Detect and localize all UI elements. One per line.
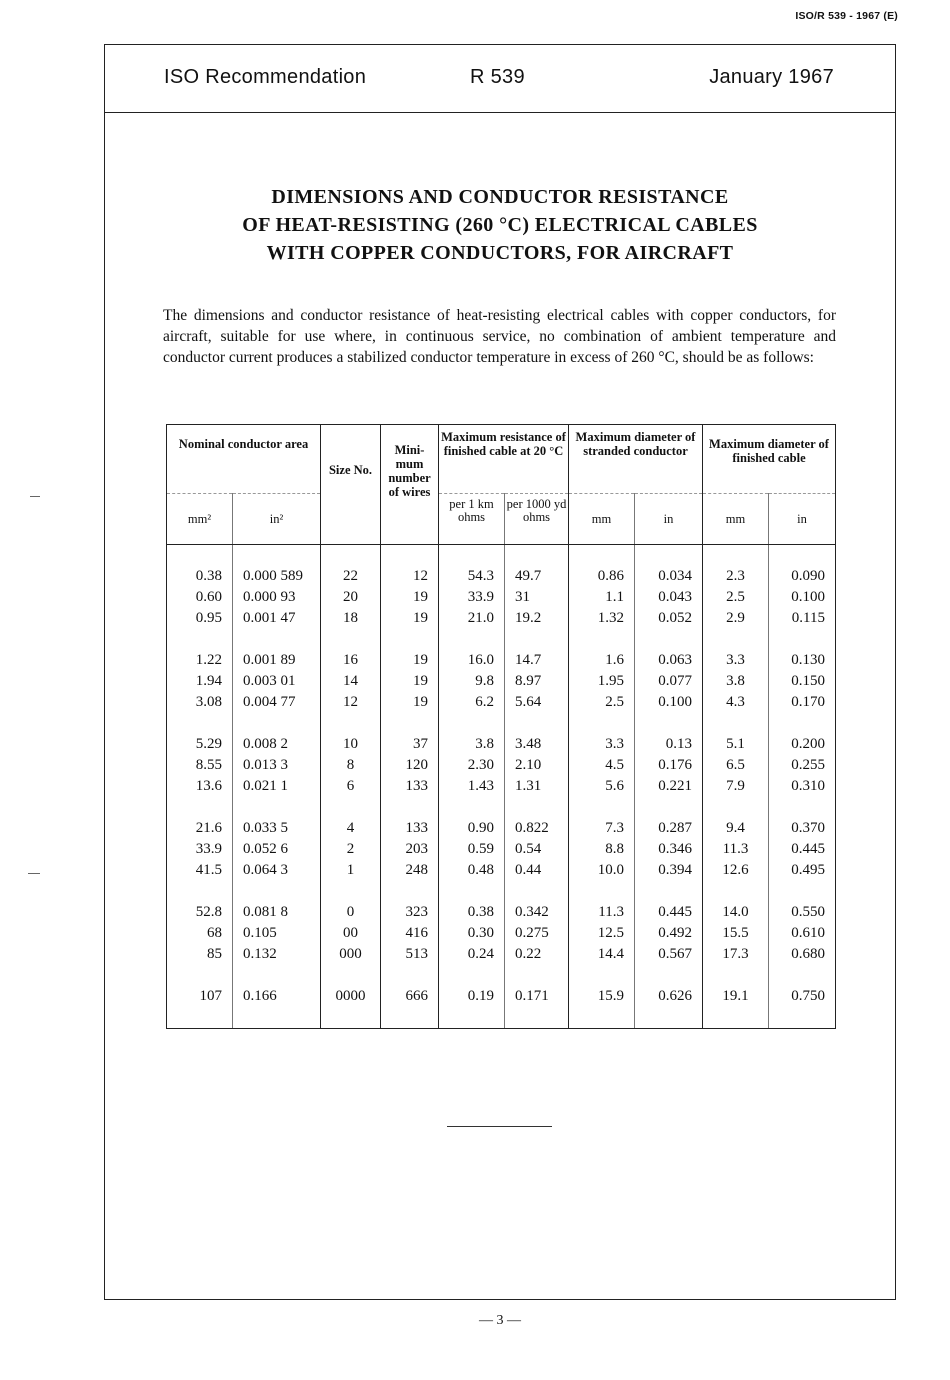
cell-per-km: 21.0 — [439, 608, 505, 629]
cell-mm2: 1.22 — [167, 650, 233, 671]
document-title — [104, 183, 896, 267]
cell-in2: 0.001 89 — [233, 650, 321, 671]
spacer-cell — [233, 797, 321, 818]
cell-mm2: 85 — [167, 944, 233, 965]
cell-finished-mm: 5.1 — [703, 734, 769, 755]
cell-size-no: 6 — [321, 776, 381, 797]
cell-in2: 0.000 589 — [233, 566, 321, 587]
cell-per-1000yd: 0.171 — [505, 986, 569, 1007]
spacer-cell — [233, 713, 321, 734]
spacer-cell — [321, 713, 381, 734]
document-reference: ISO/R 539 - 1967 (E) — [795, 10, 898, 22]
cell-finished-in: 0.370 — [769, 818, 836, 839]
cell-dia-mm: 5.6 — [569, 776, 635, 797]
cell-in2: 0.105 — [233, 923, 321, 944]
header-max-resistance: Maximum resistance of finished cable at 20 °C — [439, 425, 569, 494]
cell-in2: 0.013 3 — [233, 755, 321, 776]
spacer-cell — [635, 1007, 703, 1029]
spacer-cell — [381, 965, 439, 986]
cell-finished-mm: 2.9 — [703, 608, 769, 629]
spacer-cell — [321, 965, 381, 986]
cell-size-no: 000 — [321, 944, 381, 965]
cell-per-km: 0.59 — [439, 839, 505, 860]
spacer-cell — [505, 881, 569, 902]
spacer-cell — [321, 545, 381, 567]
cell-dia-mm: 0.86 — [569, 566, 635, 587]
cell-dia-in: 0.034 — [635, 566, 703, 587]
cell-finished-mm: 2.5 — [703, 587, 769, 608]
table-row — [167, 986, 836, 1007]
spacer-cell — [769, 881, 836, 902]
cell-in2: 0.004 77 — [233, 692, 321, 713]
header-date: January 1967 — [709, 66, 834, 88]
table-row — [167, 650, 836, 671]
spacer-cell — [635, 797, 703, 818]
spacer-cell — [167, 713, 233, 734]
cell-per-km: 0.19 — [439, 986, 505, 1007]
cell-per-km: 0.30 — [439, 923, 505, 944]
spacer-cell — [703, 545, 769, 567]
cell-dia-mm: 2.5 — [569, 692, 635, 713]
cell-dia-mm: 8.8 — [569, 839, 635, 860]
cell-per-1000yd: 5.64 — [505, 692, 569, 713]
cell-finished-in: 0.200 — [769, 734, 836, 755]
spacer-cell — [769, 1007, 836, 1029]
cell-dia-mm: 1.6 — [569, 650, 635, 671]
cell-finished-in: 0.680 — [769, 944, 836, 965]
spacer-cell — [505, 965, 569, 986]
cell-finished-mm: 4.3 — [703, 692, 769, 713]
subheader-mm-finished: mm — [703, 494, 769, 545]
cell-finished-mm: 11.3 — [703, 839, 769, 860]
table-row — [167, 734, 836, 755]
cell-mm2: 52.8 — [167, 902, 233, 923]
cell-in2: 0.003 01 — [233, 671, 321, 692]
spacer-cell — [321, 1007, 381, 1029]
spacer-cell — [635, 629, 703, 650]
cell-per-km: 0.38 — [439, 902, 505, 923]
spacer-cell — [381, 713, 439, 734]
spacer-cell — [569, 1007, 635, 1029]
cell-min-wires: 203 — [381, 839, 439, 860]
cell-mm2: 0.95 — [167, 608, 233, 629]
cell-min-wires: 513 — [381, 944, 439, 965]
table-row — [167, 776, 836, 797]
cell-finished-in: 0.750 — [769, 986, 836, 1007]
cell-finished-in: 0.090 — [769, 566, 836, 587]
cell-dia-in: 0.13 — [635, 734, 703, 755]
spacer-cell — [703, 797, 769, 818]
subheader-mm2: mm² — [167, 494, 233, 545]
row-spacer — [167, 629, 836, 650]
cell-finished-in: 0.310 — [769, 776, 836, 797]
intro-paragraph: The dimensions and conductor resistance of heat-resisting electrical cables with copper conductors, for aircraft, suitable for use where, in continuous service, no combination of ambient temperature and conductor current produces a stabilized conductor temperature in excess of 260 °C, should be as follows: — [163, 307, 836, 366]
cell-size-no: 18 — [321, 608, 381, 629]
spacer-cell — [703, 629, 769, 650]
cell-finished-in: 0.170 — [769, 692, 836, 713]
cell-finished-in: 0.255 — [769, 755, 836, 776]
subheader-mm: mm — [569, 494, 635, 545]
cell-min-wires: 19 — [381, 671, 439, 692]
subheader-in2: in² — [233, 494, 321, 545]
cell-mm2: 1.94 — [167, 671, 233, 692]
cell-dia-mm: 3.3 — [569, 734, 635, 755]
table-row — [167, 818, 836, 839]
cell-dia-mm: 4.5 — [569, 755, 635, 776]
cell-dia-mm: 7.3 — [569, 818, 635, 839]
cell-finished-mm: 15.5 — [703, 923, 769, 944]
cell-mm2: 68 — [167, 923, 233, 944]
header-recommendation-number: R 539 — [470, 66, 525, 88]
cell-in2: 0.008 2 — [233, 734, 321, 755]
cell-in2: 0.064 3 — [233, 860, 321, 881]
cell-per-1000yd: 31 — [505, 587, 569, 608]
cell-dia-in: 0.394 — [635, 860, 703, 881]
spacer-cell — [233, 881, 321, 902]
cell-per-km: 0.48 — [439, 860, 505, 881]
cell-per-1000yd: 0.342 — [505, 902, 569, 923]
cell-finished-in: 0.100 — [769, 587, 836, 608]
cell-per-km: 9.8 — [439, 671, 505, 692]
row-spacer — [167, 881, 836, 902]
cell-finished-mm: 6.5 — [703, 755, 769, 776]
spacer-cell — [635, 713, 703, 734]
spacer-cell — [321, 881, 381, 902]
cell-dia-mm: 11.3 — [569, 902, 635, 923]
table-row — [167, 566, 836, 587]
cell-size-no: 0 — [321, 902, 381, 923]
spacer-cell — [381, 629, 439, 650]
cell-per-km: 33.9 — [439, 587, 505, 608]
spacer-cell — [703, 965, 769, 986]
cell-dia-in: 0.287 — [635, 818, 703, 839]
spacer-cell — [769, 629, 836, 650]
spacer-cell — [569, 545, 635, 567]
cell-in2: 0.021 1 — [233, 776, 321, 797]
cell-size-no: 2 — [321, 839, 381, 860]
cell-per-1000yd: 0.22 — [505, 944, 569, 965]
spacer-cell — [233, 965, 321, 986]
spacer-cell — [635, 881, 703, 902]
cell-min-wires: 37 — [381, 734, 439, 755]
cell-finished-mm: 19.1 — [703, 986, 769, 1007]
subheader-per-1000yd: per 1000 yd ohms — [505, 494, 569, 545]
spacer-cell — [505, 797, 569, 818]
spacer-cell — [569, 629, 635, 650]
cell-in2: 0.132 — [233, 944, 321, 965]
cell-per-1000yd: 0.275 — [505, 923, 569, 944]
spacer-cell — [703, 713, 769, 734]
cell-min-wires: 133 — [381, 818, 439, 839]
cell-finished-mm: 14.0 — [703, 902, 769, 923]
cell-per-1000yd: 19.2 — [505, 608, 569, 629]
margin-mark — [28, 873, 40, 874]
spacer-cell — [769, 713, 836, 734]
cell-dia-in: 0.445 — [635, 902, 703, 923]
cell-size-no: 22 — [321, 566, 381, 587]
spacer-cell — [505, 545, 569, 567]
cell-dia-in: 0.077 — [635, 671, 703, 692]
cell-dia-mm: 1.95 — [569, 671, 635, 692]
cell-in2: 0.000 93 — [233, 587, 321, 608]
cell-size-no: 8 — [321, 755, 381, 776]
cell-dia-in: 0.063 — [635, 650, 703, 671]
spacer-cell — [439, 797, 505, 818]
cell-min-wires: 120 — [381, 755, 439, 776]
cell-mm2: 3.08 — [167, 692, 233, 713]
row-spacer — [167, 965, 836, 986]
cell-dia-in: 0.052 — [635, 608, 703, 629]
row-spacer — [167, 713, 836, 734]
cell-dia-mm: 15.9 — [569, 986, 635, 1007]
cell-per-1000yd: 0.822 — [505, 818, 569, 839]
spacer-cell — [703, 1007, 769, 1029]
spacer-cell — [769, 965, 836, 986]
cell-dia-in: 0.567 — [635, 944, 703, 965]
subheader-in-finished: in — [769, 494, 836, 545]
cable-dimensions-table — [166, 424, 836, 1029]
table-row — [167, 755, 836, 776]
spacer-cell — [381, 797, 439, 818]
cell-mm2: 0.60 — [167, 587, 233, 608]
header-organization: ISO Recommendation — [164, 66, 367, 88]
cell-dia-mm: 12.5 — [569, 923, 635, 944]
cell-mm2: 33.9 — [167, 839, 233, 860]
cell-size-no: 10 — [321, 734, 381, 755]
table-row — [167, 944, 836, 965]
spacer-cell — [167, 797, 233, 818]
spacer-cell — [505, 1007, 569, 1029]
cell-finished-in: 0.610 — [769, 923, 836, 944]
spacer-cell — [569, 713, 635, 734]
cell-per-km: 3.8 — [439, 734, 505, 755]
spacer-cell — [703, 881, 769, 902]
cell-min-wires: 19 — [381, 608, 439, 629]
spacer-cell — [769, 797, 836, 818]
title-line-2: OF HEAT-RESISTING (260 °C) ELECTRICAL CABLES — [242, 214, 758, 236]
header-size-no: Size No. — [321, 425, 381, 545]
cell-dia-in: 0.043 — [635, 587, 703, 608]
cell-size-no: 12 — [321, 692, 381, 713]
cell-in2: 0.033 5 — [233, 818, 321, 839]
table-row — [167, 860, 836, 881]
header-diameter-stranded: Maximum diameter of stranded conductor — [569, 425, 703, 494]
end-rule — [447, 1126, 552, 1127]
row-spacer — [167, 797, 836, 818]
spacer-cell — [167, 965, 233, 986]
cell-per-1000yd: 1.31 — [505, 776, 569, 797]
cell-dia-mm: 1.1 — [569, 587, 635, 608]
cell-size-no: 20 — [321, 587, 381, 608]
header-min-wires: Mini-mum number of wires — [381, 425, 439, 545]
cell-dia-mm: 10.0 — [569, 860, 635, 881]
cell-finished-mm: 3.8 — [703, 671, 769, 692]
cell-finished-mm: 17.3 — [703, 944, 769, 965]
spacer-cell — [321, 629, 381, 650]
subheader-per-km: per 1 km ohms — [439, 494, 505, 545]
spacer-cell — [381, 881, 439, 902]
cell-per-1000yd: 0.54 — [505, 839, 569, 860]
cell-per-1000yd: 8.97 — [505, 671, 569, 692]
cell-finished-in: 0.130 — [769, 650, 836, 671]
header-rule — [104, 112, 896, 113]
cell-min-wires: 133 — [381, 776, 439, 797]
spacer-cell — [233, 545, 321, 567]
cell-finished-mm: 9.4 — [703, 818, 769, 839]
cell-mm2: 41.5 — [167, 860, 233, 881]
spacer-cell — [439, 629, 505, 650]
cell-dia-in: 0.221 — [635, 776, 703, 797]
cell-min-wires: 248 — [381, 860, 439, 881]
row-spacer — [167, 1007, 836, 1029]
cell-finished-in: 0.115 — [769, 608, 836, 629]
cell-size-no: 16 — [321, 650, 381, 671]
cell-min-wires: 666 — [381, 986, 439, 1007]
spacer-cell — [569, 881, 635, 902]
table-row — [167, 692, 836, 713]
cell-finished-mm: 12.6 — [703, 860, 769, 881]
cell-min-wires: 416 — [381, 923, 439, 944]
spacer-cell — [439, 881, 505, 902]
margin-mark — [30, 496, 40, 497]
table-row — [167, 587, 836, 608]
cell-finished-in: 0.150 — [769, 671, 836, 692]
cell-mm2: 8.55 — [167, 755, 233, 776]
cell-min-wires: 19 — [381, 587, 439, 608]
cell-finished-in: 0.445 — [769, 839, 836, 860]
cell-mm2: 107 — [167, 986, 233, 1007]
spacer-cell — [569, 797, 635, 818]
spacer-cell — [635, 545, 703, 567]
cell-size-no: 00 — [321, 923, 381, 944]
spacer-cell — [439, 545, 505, 567]
title-line-3: WITH COPPER CONDUCTORS, FOR AIRCRAFT — [266, 242, 734, 264]
cell-size-no: 0000 — [321, 986, 381, 1007]
cell-in2: 0.001 47 — [233, 608, 321, 629]
cell-min-wires: 323 — [381, 902, 439, 923]
spacer-cell — [381, 545, 439, 567]
spacer-cell — [505, 629, 569, 650]
spacer-cell — [569, 965, 635, 986]
cell-dia-in: 0.346 — [635, 839, 703, 860]
table-row — [167, 608, 836, 629]
cell-finished-mm: 7.9 — [703, 776, 769, 797]
cell-per-1000yd: 3.48 — [505, 734, 569, 755]
spacer-cell — [233, 629, 321, 650]
cell-size-no: 14 — [321, 671, 381, 692]
table-row — [167, 839, 836, 860]
table-row — [167, 671, 836, 692]
cell-mm2: 0.38 — [167, 566, 233, 587]
spacer-cell — [439, 1007, 505, 1029]
spacer-cell — [167, 629, 233, 650]
page-number: — 3 — — [479, 1313, 521, 1328]
spacer-cell — [439, 713, 505, 734]
cell-mm2: 21.6 — [167, 818, 233, 839]
cell-mm2: 13.6 — [167, 776, 233, 797]
cell-mm2: 5.29 — [167, 734, 233, 755]
table-body — [167, 545, 836, 1029]
cell-per-km: 16.0 — [439, 650, 505, 671]
cell-finished-mm: 3.3 — [703, 650, 769, 671]
cell-dia-mm: 1.32 — [569, 608, 635, 629]
cell-min-wires: 19 — [381, 692, 439, 713]
cell-in2: 0.166 — [233, 986, 321, 1007]
header-diameter-finished: Maximum diameter of finished cable — [703, 425, 836, 494]
table-row — [167, 902, 836, 923]
row-spacer — [167, 545, 836, 567]
cell-size-no: 4 — [321, 818, 381, 839]
spacer-cell — [439, 965, 505, 986]
cell-per-1000yd: 2.10 — [505, 755, 569, 776]
cell-per-km: 1.43 — [439, 776, 505, 797]
cell-dia-in: 0.176 — [635, 755, 703, 776]
spacer-cell — [505, 713, 569, 734]
spacer-cell — [635, 965, 703, 986]
header-nominal-area: Nominal conductor area — [167, 425, 321, 494]
cell-per-km: 6.2 — [439, 692, 505, 713]
cell-per-1000yd: 49.7 — [505, 566, 569, 587]
subheader-in: in — [635, 494, 703, 545]
cell-finished-mm: 2.3 — [703, 566, 769, 587]
cell-per-1000yd: 14.7 — [505, 650, 569, 671]
cell-per-km: 54.3 — [439, 566, 505, 587]
cell-size-no: 1 — [321, 860, 381, 881]
cell-per-km: 0.90 — [439, 818, 505, 839]
spacer-cell — [167, 545, 233, 567]
cell-per-km: 2.30 — [439, 755, 505, 776]
cell-finished-in: 0.495 — [769, 860, 836, 881]
spacer-cell — [769, 545, 836, 567]
table-row — [167, 923, 836, 944]
cell-min-wires: 19 — [381, 650, 439, 671]
spacer-cell — [233, 1007, 321, 1029]
cell-in2: 0.081 8 — [233, 902, 321, 923]
cell-dia-in: 0.100 — [635, 692, 703, 713]
cell-per-km: 0.24 — [439, 944, 505, 965]
cell-in2: 0.052 6 — [233, 839, 321, 860]
cell-finished-in: 0.550 — [769, 902, 836, 923]
cell-min-wires: 12 — [381, 566, 439, 587]
cell-per-1000yd: 0.44 — [505, 860, 569, 881]
spacer-cell — [381, 1007, 439, 1029]
cell-dia-in: 0.626 — [635, 986, 703, 1007]
spacer-cell — [321, 797, 381, 818]
cell-dia-in: 0.492 — [635, 923, 703, 944]
spacer-cell — [167, 881, 233, 902]
title-line-1: DIMENSIONS AND CONDUCTOR RESISTANCE — [271, 186, 729, 208]
cell-dia-mm: 14.4 — [569, 944, 635, 965]
spacer-cell — [167, 1007, 233, 1029]
